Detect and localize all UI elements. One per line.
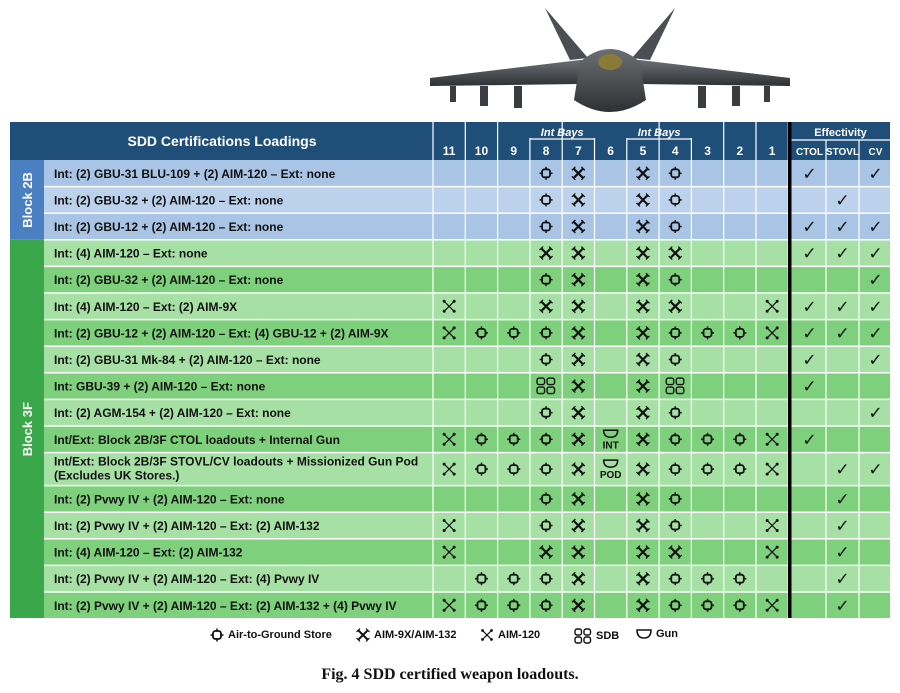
effectivity-col-stovl: STOVL: [825, 147, 860, 158]
table-row: [44, 373, 890, 400]
check-icon: ✓: [835, 516, 850, 537]
check-icon: ✓: [802, 297, 817, 318]
row-label: Int/Ext: Block 2B/3F STOVL/CV loadouts + Missionized Gun Pod: [54, 454, 419, 469]
block-label-0: Block 2B: [20, 172, 35, 228]
row-label: Int: (4) AIM-120 – Ext: (2) AIM-9X: [54, 299, 238, 314]
row-label: Int: (2) GBU-12 + (2) AIM-120 – Ext: (4) GBU-12 + (2) AIM-9X: [54, 326, 389, 341]
row-label: Int: (2) Pvwy IV + (2) AIM-120 – Ext: (2) AIM-132 + (4) Pvwy IV: [54, 598, 397, 613]
legend-label-sdb: SDB: [596, 630, 620, 642]
check-icon: ✓: [835, 217, 850, 238]
check-icon: ✓: [868, 244, 883, 265]
check-icon: ✓: [868, 217, 883, 238]
check-icon: ✓: [868, 270, 883, 291]
table-row: [44, 565, 890, 592]
legend-item-x120: [480, 628, 540, 642]
table-row: [44, 592, 890, 618]
table-row: [44, 320, 890, 347]
station-number-1: 1: [768, 144, 776, 158]
station-number-4: 4: [671, 144, 679, 158]
row-label: Int: (2) Pvwy IV + (2) AIM-120 – Ext: none: [54, 492, 285, 507]
table-row: [44, 213, 890, 240]
table-row: [44, 346, 890, 373]
aircraft-canopy: [598, 54, 622, 70]
station-number-11: 11: [442, 144, 456, 158]
effectivity-col-ctol: CTOL: [795, 147, 824, 158]
table-row: [44, 512, 890, 539]
check-icon: ✓: [835, 596, 850, 617]
row-label: Int: (2) AGM-154 + (2) AIM-120 – Ext: none: [54, 406, 291, 421]
legend-label-ag: Air-to-Ground Store: [228, 629, 332, 641]
aircraft-right-tail: [632, 8, 675, 60]
check-icon: ✓: [835, 323, 850, 344]
legend-label-x120: AIM-120: [498, 629, 541, 641]
table-row: [44, 293, 890, 320]
check-icon: ✓: [868, 350, 883, 371]
row-label: Int: (2) Pvwy IV + (2) AIM-120 – Ext: (2) AIM-132: [54, 519, 320, 533]
check-icon: ✓: [835, 190, 850, 211]
check-icon: ✓: [802, 164, 817, 185]
sdb-icon: [574, 628, 592, 644]
station-number-9: 9: [510, 144, 518, 158]
aim-120-icon: [480, 628, 494, 642]
table-row: [44, 426, 890, 453]
station-number-5: 5: [639, 144, 647, 158]
station-number-10: 10: [474, 144, 489, 158]
station-number-8: 8: [542, 144, 550, 158]
table-row: [44, 187, 890, 214]
effectivity-label: Effectivity: [814, 127, 867, 139]
legend-item-sdb: [574, 628, 619, 644]
row-label: Int: (4) AIM-120 – Ext: (2) AIM-132: [54, 545, 243, 560]
row-label: Int/Ext: Block 2B/3F CTOL loadouts + Internal Gun: [54, 432, 340, 447]
row-label: Int: (2) GBU-32 + (2) AIM-120 – Ext: none: [54, 193, 284, 208]
check-icon: ✓: [835, 489, 850, 510]
gun-label: POD: [599, 470, 622, 482]
check-icon: ✓: [802, 377, 817, 398]
station-number-7: 7: [575, 144, 582, 158]
row-label: Int: (2) GBU-31 BLU-109 + (2) AIM-120 – Ext: none: [54, 166, 336, 181]
aircraft-left-tail: [545, 8, 588, 60]
legend-item-x9: [356, 628, 457, 642]
check-icon: ✓: [802, 244, 817, 265]
int-bays-label-left: Int Bays: [540, 127, 584, 139]
int-bays-label-right: Int Bays: [637, 127, 681, 139]
table-row: [44, 160, 890, 187]
legend-label-x9: AIM-9X/AIM-132: [374, 629, 457, 641]
block-label-1: Block 3F: [20, 402, 35, 457]
row-label: Int: (2) GBU-32 + (2) AIM-120 – Ext: none: [54, 273, 284, 288]
table-row: [44, 453, 890, 486]
table-row: [44, 240, 890, 267]
check-icon: ✓: [835, 460, 850, 481]
check-icon: ✓: [835, 244, 850, 265]
figure-caption: Fig. 4 SDD certified weapon loadouts.: [321, 666, 579, 683]
table-row: [44, 266, 890, 293]
row-label: Int: (2) GBU-31 Mk-84 + (2) AIM-120 – Ext: none: [54, 353, 321, 367]
row-label: Int: (2) GBU-12 + (2) AIM-120 – Ext: none: [54, 220, 284, 234]
table-row: [44, 486, 890, 513]
table-row: [44, 539, 890, 566]
table-header-title: SDD Certifications Loadings: [127, 133, 317, 149]
effectivity-col-cv: CV: [868, 147, 883, 158]
legend-item-gun: [636, 628, 678, 640]
station-number-6: 6: [607, 144, 614, 158]
legend-label-gun: Gun: [656, 628, 678, 640]
gun-label: INT: [602, 440, 619, 452]
station-number-3: 3: [704, 144, 711, 158]
check-icon: ✓: [835, 297, 850, 318]
row-label: Int: GBU-39 + (2) AIM-120 – Ext: none: [54, 379, 266, 394]
check-icon: ✓: [802, 323, 817, 344]
check-icon: ✓: [835, 569, 850, 590]
weapon-loadouts-table: [10, 122, 890, 618]
check-icon: ✓: [868, 460, 883, 481]
check-icon: ✓: [868, 403, 883, 424]
f35-aircraft-illustration: [420, 0, 800, 126]
aim-9x-aim-132-icon: [356, 628, 370, 642]
check-icon: ✓: [868, 323, 883, 344]
table-row: [44, 399, 890, 426]
gun-icon: [636, 628, 652, 640]
check-icon: ✓: [868, 164, 883, 185]
check-icon: ✓: [802, 350, 817, 371]
check-icon: ✓: [868, 297, 883, 318]
air-to-ground-store-icon: [210, 628, 224, 642]
effectivity-divider: [788, 122, 792, 618]
row-label: Int: (4) AIM-120 – Ext: none: [54, 246, 208, 261]
legend: [0, 628, 900, 648]
check-icon: ✓: [802, 217, 817, 238]
check-icon: ✓: [835, 543, 850, 564]
row-label-line2: (Excludes UK Stores.): [54, 468, 180, 483]
row-label: Int: (2) Pvwy IV + (2) AIM-120 – Ext: (4) Pvwy IV: [54, 572, 320, 587]
legend-item-ag: [210, 628, 332, 642]
check-icon: ✓: [802, 430, 817, 451]
station-number-2: 2: [736, 144, 744, 158]
